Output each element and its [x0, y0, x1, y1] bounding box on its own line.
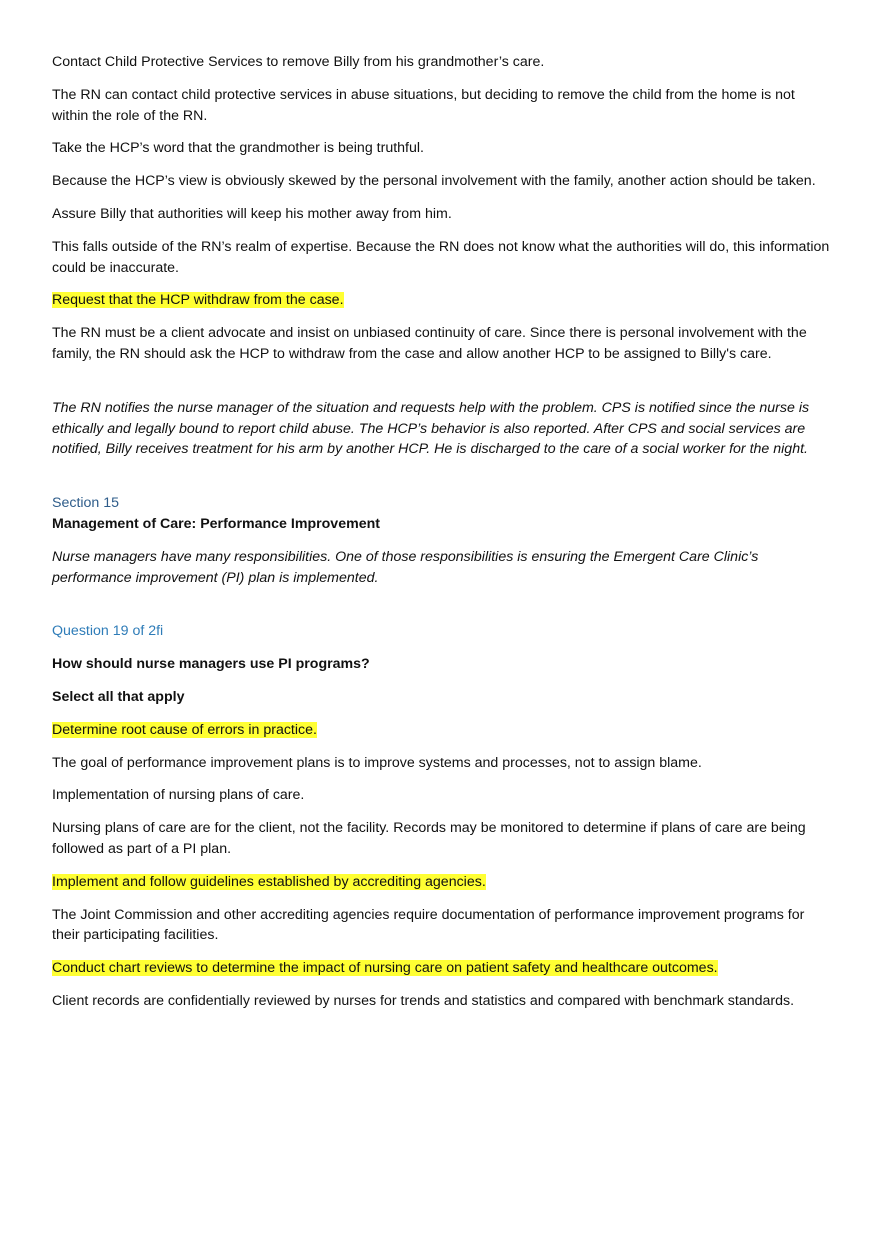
rationale-withdraw-hcp: The RN must be a client advocate and insist on unbiased continuity of care. Since there is personal involvement with the family, the RN should ask the HCP to withdraw from the case and allow another HCP to be assigned to Billy's care. [52, 325, 807, 362]
document-page [52, 52, 832, 1012]
question-number: Question 19 of 2fi [52, 623, 164, 640]
rationale-assure-billy: This falls outside of the RN’s realm of expertise. Because the RN does not know what the authorities will do, this information could be inaccurate. [52, 238, 830, 276]
section-label: Section 15 [52, 495, 120, 512]
section-intro: Nurse managers have many responsibilities. One of those responsibilities is ensuring the Emergent Care Clinic’s performance improvement (PI) plan is implemented. [52, 548, 759, 586]
question-prompt: How should nurse managers use PI programs? [52, 656, 370, 673]
answer-option-cps: Contact Child Protective Services to remove Billy from his grandmother’s care. [52, 54, 545, 70]
rationale-chart-reviews: Client records are confidentially reviewed by nurses for trends and statistics and compared with benchmark standards. [52, 992, 795, 1009]
case-narrative: The RN notifies the nurse manager of the situation and requests help with the problem. CPS is notified since the nurse is ethically and legally bound to report child abuse. The HCP’s behavior is also reported. After CPS and social services are notified, Billy receives treatment for his arm by another HCP. He is discharged to the care of a social worker for the night. [52, 399, 810, 458]
rationale-take-hcp-word: Because the HCP’s view is obviously skewed by the personal involvement with the family, another action should be taken. [52, 173, 816, 190]
section-title: Management of Care: Performance Improvement [52, 515, 380, 532]
correct-answer-withdraw-hcp: Request that the HCP withdraw from the case. [52, 292, 344, 309]
correct-option-chart-reviews: Conduct chart reviews to determine the impact of nursing care on patient safety and healthcare outcomes. [52, 960, 718, 977]
answer-option-assure-billy: Assure Billy that authorities will keep his mother away from him. [52, 205, 452, 222]
rationale-cps: The RN can contact child protective services in abuse situations, but deciding to remove the child from the home is not within the role of the RN. [52, 86, 795, 124]
rationale-nursing-plans: Nursing plans of care are for the client, not the facility. Records may be monitored to determine if plans of care are being followed as part of a PI plan. [52, 820, 806, 857]
rationale-accrediting-guidelines: The Joint Commission and other accrediting agencies require documentation of performance improvement programs for their participating facilities. [52, 906, 805, 944]
correct-option-root-cause: Determine root cause of errors in practice. [52, 721, 317, 738]
rationale-root-cause: The goal of performance improvement plans is to improve systems and processes, not to assign blame. [52, 754, 702, 771]
correct-option-accrediting-guidelines: Implement and follow guidelines established by accrediting agencies. [52, 873, 486, 890]
question-instruction: Select all that apply [52, 688, 185, 705]
option-nursing-plans: Implementation of nursing plans of care. [52, 787, 305, 804]
answer-option-take-hcp-word: Take the HCP’s word that the grandmother is being truthful. [52, 140, 424, 157]
